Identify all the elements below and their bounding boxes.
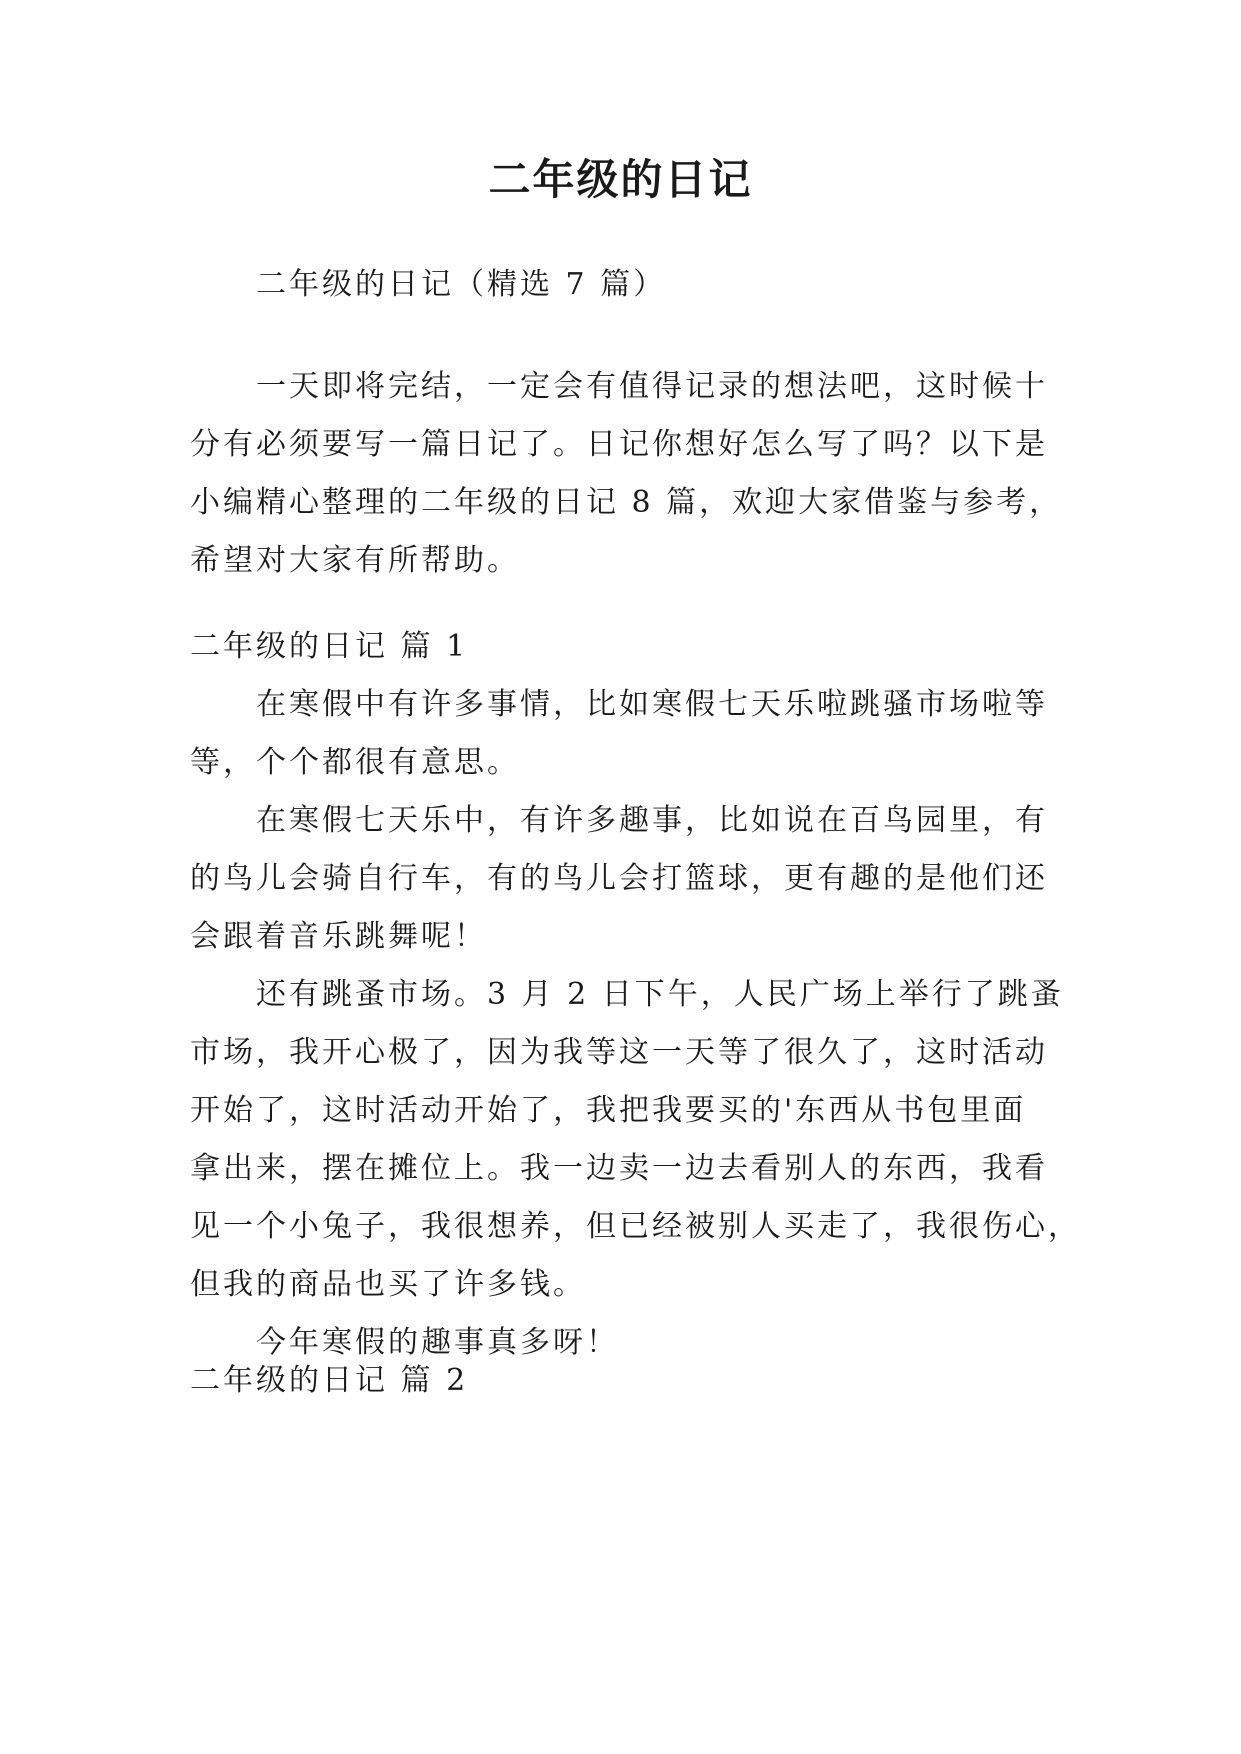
paragraph-line: 在寒假七天乐中，有许多趣事，比如说在百鸟园里，有 [256, 803, 1048, 838]
paragraph-line: 还有跳蚤市场。3 月 2 日下午，人民广场上举行了跳蚤 [256, 977, 1064, 1012]
intro-line: 小编精心整理的二年级的日记 8 篇，欢迎大家借鉴与参考， [190, 485, 1063, 520]
paragraph-line: 在寒假中有许多事情，比如寒假七天乐啦跳骚市场啦等 [256, 687, 1048, 722]
paragraph-line: 但我的商品也买了许多钱。 [190, 1267, 586, 1302]
document-subtitle: 二年级的日记（精选 7 篇） [256, 267, 667, 302]
paragraph-line: 等，个个都很有意思。 [190, 745, 520, 780]
paragraph [190, 676, 1056, 792]
section-heading-2: 二年级的日记 篇 2 [190, 1363, 469, 1398]
paragraph-line: 见一个小兔子，我很想养，但已经被别人买走了，我很伤心， [190, 1209, 1081, 1244]
paragraph-line: 市场，我开心极了，因为我等这一天等了很久了，这时活动 [190, 1035, 1048, 1070]
paragraph [190, 792, 1056, 966]
section-1-body [190, 676, 1081, 1372]
paragraph [190, 966, 1081, 1314]
paragraph-line: 拿出来，摆在摊位上。我一边卖一边去看别人的东西，我看 [190, 1151, 1048, 1186]
intro-line: 分有必须要写一篇日记了。日记你想好怎么写了吗？以下是 [190, 427, 1048, 462]
document-title: 二年级的日记 [488, 155, 753, 204]
paragraph-line: 开始了，这时活动开始了，我把我要买的'东西从书包里面 [190, 1093, 1027, 1128]
intro-line: 希望对大家有所帮助。 [190, 543, 520, 578]
section-heading-1: 二年级的日记 篇 1 [190, 629, 469, 664]
intro-paragraph [190, 358, 1063, 590]
intro-line: 一天即将完结，一定会有值得记录的想法吧，这时候十 [256, 369, 1048, 404]
paragraph-line: 会跟着音乐跳舞呢！ [190, 919, 487, 954]
paragraph-line: 今年寒假的趣事真多呀！ [256, 1325, 619, 1360]
paragraph-line: 的鸟儿会骑自行车，有的鸟儿会打篮球，更有趣的是他们还 [190, 861, 1048, 896]
